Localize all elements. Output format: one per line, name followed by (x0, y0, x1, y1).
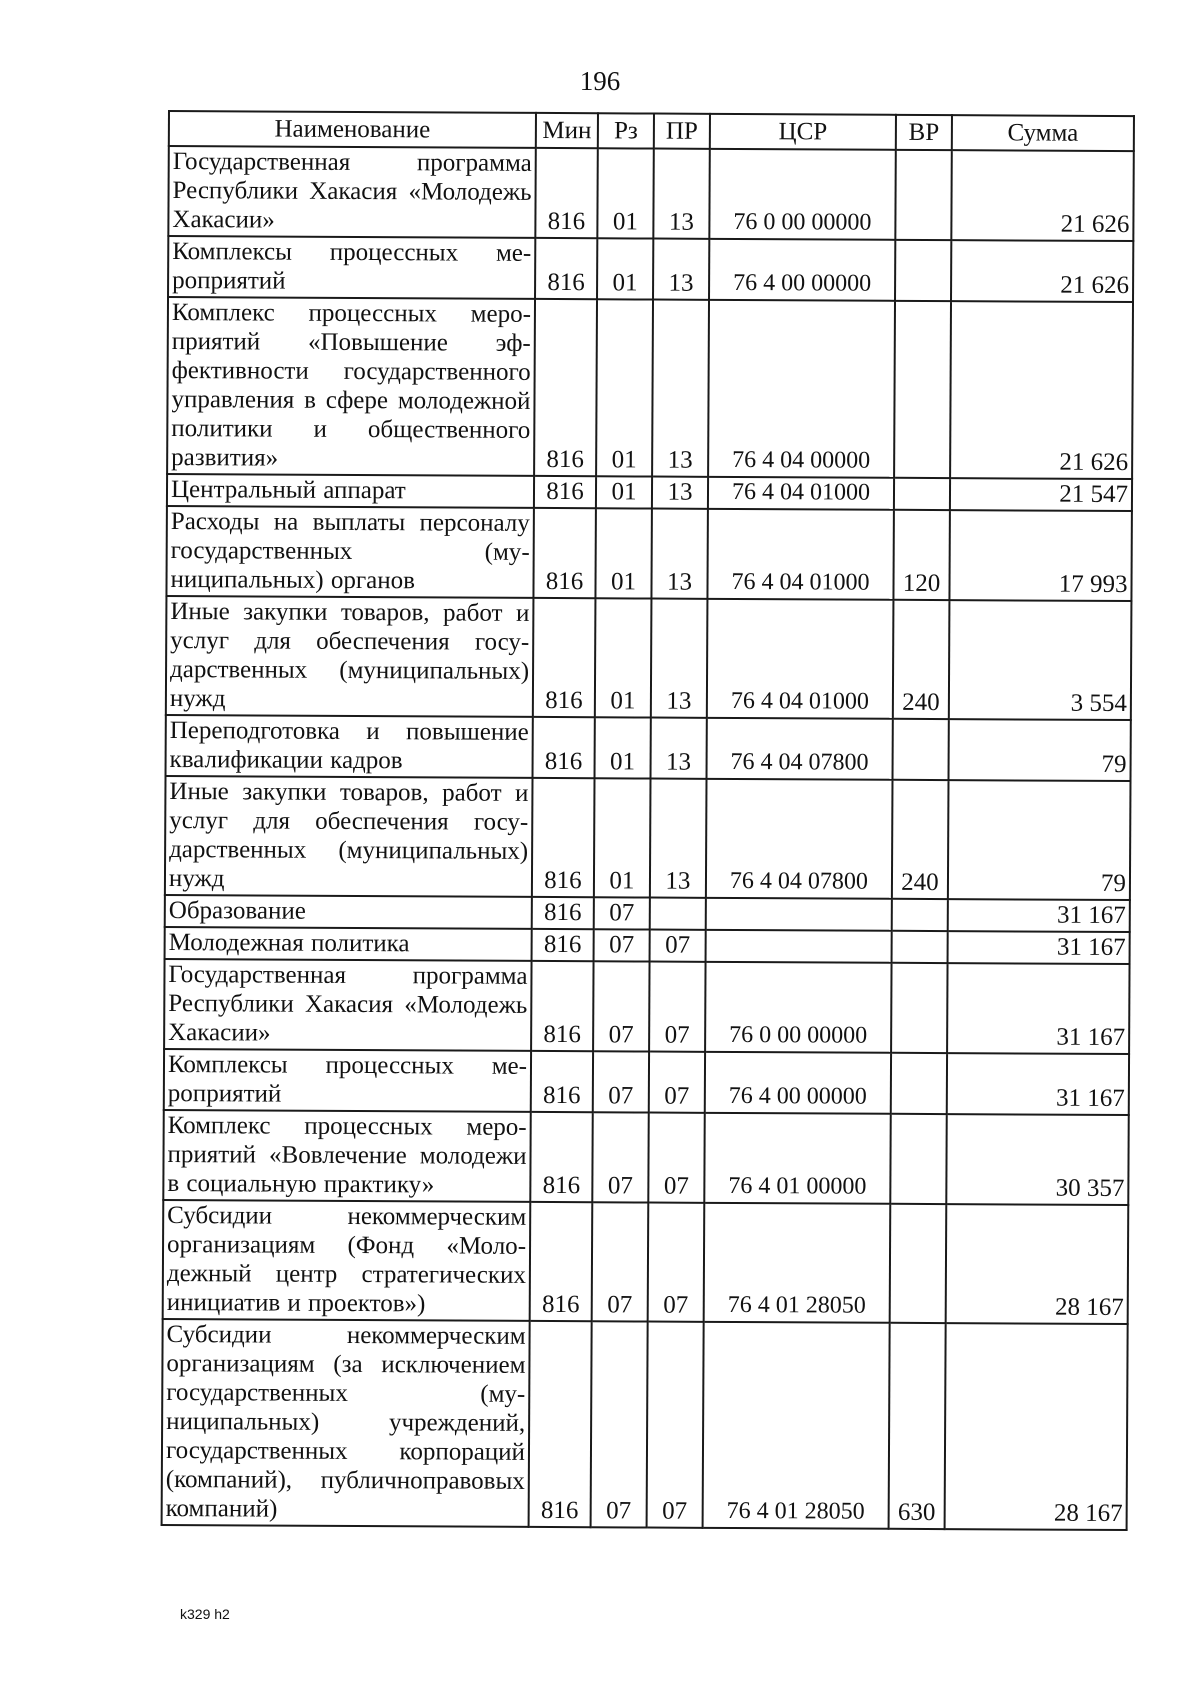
table-row (163, 1200, 1129, 1324)
row-name: Иные закупки товаров, работ и услуг для обеспечения государственных (муниципальных) нужд (166, 596, 534, 717)
row-pr: 07 (649, 1052, 705, 1113)
row-csr: 76 0 00 00000 (705, 962, 891, 1053)
row-name: Субсидии некоммерческим организациям (за исключением государственных (муниципальных) учреждений, государственных корпораций (компаний), публичноправовых компаний) (162, 1319, 530, 1527)
row-pr: 07 (647, 1322, 704, 1528)
row-vr (891, 963, 947, 1053)
row-name: Молодежная политика (165, 927, 532, 961)
row-csr: 76 0 00 00000 (709, 149, 895, 240)
row-pr (650, 898, 706, 930)
table-row (163, 1110, 1128, 1205)
row-rz: 01 (595, 717, 651, 778)
row-name: Комплекс процессных мероприятий «Вовлечение молодежи в социальную практику» (163, 1110, 530, 1202)
row-min: 816 (534, 299, 597, 476)
row-sum: 3 554 (949, 600, 1132, 720)
table-row (166, 715, 1131, 781)
row-pr: 07 (650, 930, 706, 962)
row-rz: 01 (596, 299, 653, 476)
row-pr: 07 (649, 962, 705, 1052)
row-pr: 13 (653, 149, 709, 239)
row-rz: 01 (596, 476, 652, 508)
table-row (167, 297, 1133, 479)
header-vr: ВР (896, 115, 952, 150)
header-pr: ПР (654, 114, 710, 149)
row-rz: 01 (597, 238, 653, 299)
budget-table (161, 110, 1135, 1531)
row-vr (892, 899, 948, 931)
row-sum: 21 626 (951, 150, 1133, 241)
row-pr: 13 (653, 239, 709, 300)
row-name: Расходы на выплаты персоналу государственных (муниципальных) органов (166, 506, 533, 598)
row-sum: 21 626 (951, 240, 1133, 302)
row-pr: 13 (651, 599, 708, 718)
row-pr: 13 (651, 718, 707, 779)
row-name: Государственная программа Республики Хакасия «Молодежь Хакасии» (168, 146, 535, 238)
row-vr: 120 (893, 510, 949, 600)
row-min: 816 (531, 1051, 593, 1112)
header-rz: Рз (598, 113, 654, 148)
row-csr: 76 4 01 28050 (703, 1322, 890, 1529)
table-row (166, 596, 1132, 720)
row-pr: 13 (651, 509, 707, 599)
row-pr: 07 (648, 1203, 705, 1322)
header-name: Наименование (169, 111, 536, 148)
row-sum: 28 167 (945, 1323, 1128, 1530)
table-row (166, 506, 1131, 601)
header-sum: Сумма (952, 115, 1134, 151)
row-min: 816 (530, 1112, 592, 1202)
row-vr (893, 719, 949, 780)
row-csr (706, 930, 892, 963)
footer-code: k329 h2 (180, 1606, 230, 1622)
row-csr: 76 4 01 00000 (704, 1113, 890, 1204)
page-number: 196 (579, 66, 621, 96)
row-csr (706, 898, 892, 931)
table-row (164, 959, 1129, 1054)
row-name: Переподготовка и повышение квалификации кадров (166, 715, 533, 778)
row-vr: 240 (893, 600, 950, 719)
row-csr: 76 4 00 00000 (705, 1052, 891, 1114)
row-rz: 01 (597, 148, 653, 238)
row-csr: 76 4 04 07800 (707, 718, 893, 780)
row-sum: 31 167 (947, 963, 1129, 1054)
row-csr: 76 4 04 00000 (708, 300, 895, 478)
row-rz: 07 (591, 1321, 648, 1527)
header-csr: ЦСР (710, 114, 896, 150)
table-row (167, 474, 1132, 511)
row-vr (895, 150, 951, 240)
table-row (162, 1319, 1128, 1530)
row-sum: 79 (948, 780, 1131, 900)
row-sum: 28 167 (946, 1204, 1129, 1324)
row-rz: 01 (595, 598, 652, 717)
row-csr: 76 4 04 01000 (707, 599, 894, 719)
row-vr (890, 1204, 947, 1323)
row-min: 816 (531, 961, 593, 1051)
row-csr: 76 4 04 07800 (706, 779, 893, 899)
row-csr: 76 4 04 01000 (707, 509, 893, 600)
row-name: Иные закупки товаров, работ и услуг для обеспечения государственных (муниципальных) нужд (165, 776, 533, 897)
row-name: Государственная программа Республики Хакасия «Молодежь Хакасии» (164, 959, 531, 1051)
table-row (168, 236, 1133, 302)
row-rz: 07 (594, 897, 650, 929)
row-csr: 76 4 01 28050 (704, 1203, 891, 1323)
row-name: Образование (165, 895, 532, 929)
row-sum: 30 357 (946, 1114, 1128, 1205)
row-min: 816 (535, 148, 597, 238)
row-vr (891, 1053, 947, 1114)
row-vr (892, 931, 948, 963)
row-rz: 07 (594, 929, 650, 961)
row-min: 816 (530, 1202, 593, 1321)
row-pr: 07 (648, 1113, 704, 1203)
row-sum: 31 167 (947, 1053, 1129, 1115)
row-min: 816 (532, 897, 594, 929)
row-pr: 13 (652, 477, 708, 509)
row-sum: 21 626 (950, 301, 1133, 479)
table-row (165, 895, 1130, 932)
row-min: 816 (534, 476, 596, 508)
row-pr: 13 (652, 300, 709, 477)
row-sum: 21 547 (950, 478, 1132, 511)
row-rz: 01 (595, 508, 651, 598)
row-name: Комплексы процессных мероприятий (168, 236, 535, 299)
row-vr (890, 1114, 946, 1204)
row-vr (894, 301, 951, 478)
row-min: 816 (529, 1321, 592, 1527)
row-vr (894, 478, 950, 510)
row-min: 816 (532, 929, 594, 961)
table-header-row (169, 111, 1134, 151)
row-min: 816 (532, 778, 595, 897)
row-sum: 79 (949, 719, 1131, 781)
row-vr: 240 (892, 780, 949, 899)
row-min: 816 (533, 598, 596, 717)
table-row (165, 776, 1131, 900)
row-csr: 76 4 00 00000 (709, 239, 895, 301)
header-min: Мин (536, 113, 598, 148)
table-row (165, 927, 1130, 964)
row-pr: 13 (650, 779, 707, 898)
row-rz: 07 (593, 1051, 649, 1112)
row-csr: 76 4 04 01000 (708, 477, 894, 510)
row-sum: 31 167 (948, 931, 1130, 964)
row-rz: 01 (594, 778, 651, 897)
row-name: Субсидии некоммерческим организациям (Фонд «Молодежный центр стратегических инициатив и проектов») (163, 1200, 531, 1321)
row-min: 816 (535, 238, 597, 299)
table-row (168, 146, 1133, 241)
row-name: Комплекс процессных мероприятий «Повышение эффективности государственного управления в сфере молодежной политики и общественного развития» (167, 297, 535, 476)
row-rz: 07 (592, 1202, 649, 1321)
row-min: 816 (533, 508, 595, 598)
row-rz: 07 (592, 1112, 648, 1202)
row-rz: 07 (593, 961, 649, 1051)
row-vr: 630 (889, 1323, 946, 1529)
row-name: Комплексы процессных мероприятий (164, 1049, 531, 1112)
row-min: 816 (533, 717, 595, 778)
row-sum: 31 167 (948, 899, 1130, 932)
table-row (164, 1049, 1129, 1115)
row-name: Центральный аппарат (167, 474, 534, 508)
row-vr (895, 240, 951, 301)
row-sum: 17 993 (949, 510, 1131, 601)
